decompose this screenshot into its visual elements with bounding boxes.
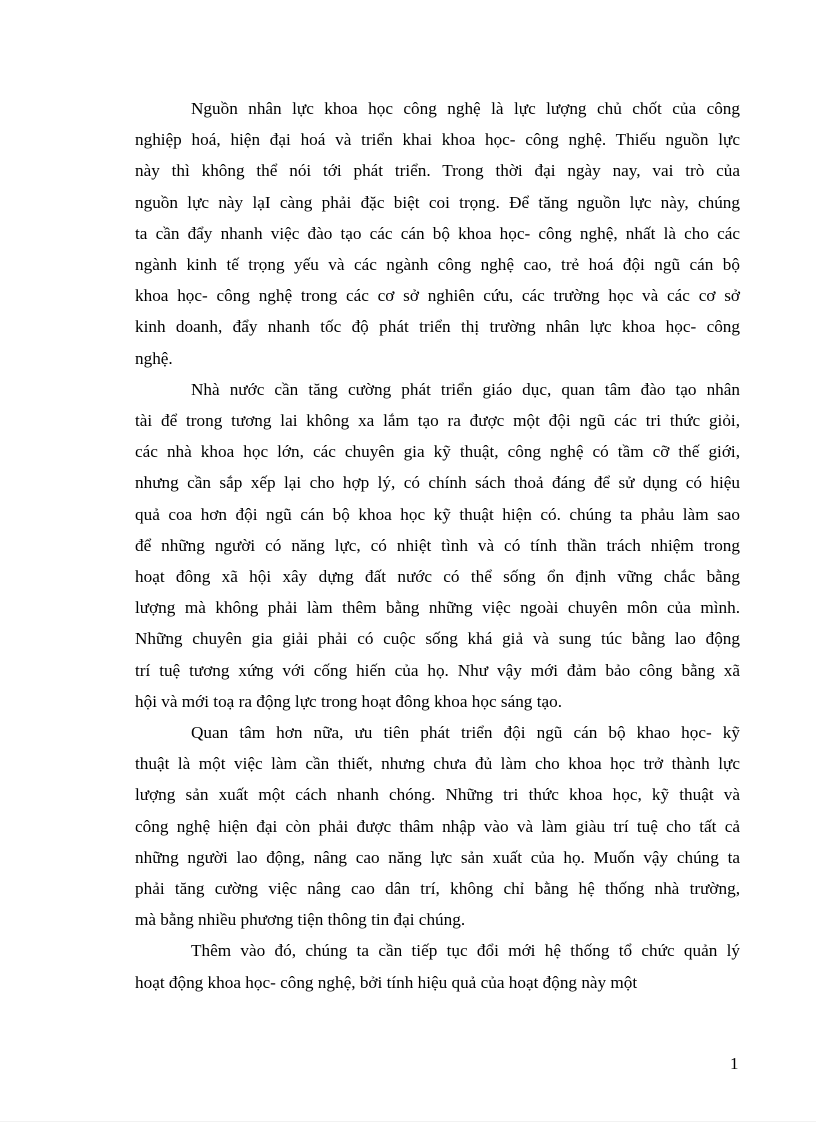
text-line: lượng mà không phải làm thêm bằng những việc ngoài chuyên môn của mình. bbox=[135, 598, 740, 618]
text-line: những người lao động, nâng cao năng lực sản xuất của họ. Muốn vậy chúng ta bbox=[135, 847, 740, 867]
paragraph bbox=[135, 935, 740, 997]
text-line: thuật là một việc làm cần thiết, nhưng chưa đủ làm cho khoa học trở thành lực bbox=[135, 754, 740, 774]
text-line: lượng sản xuất một cách nhanh chóng. Những tri thức khoa học, kỹ thuật và bbox=[135, 785, 740, 805]
page-edge bbox=[0, 1121, 816, 1122]
text-line: ta cần đẩy nhanh việc đào tạo các cán bộ khoa học- công nghệ, nhất là cho các bbox=[135, 223, 740, 243]
text-line: nhưng cần sắp xếp lại cho hợp lý, có chính sách thoả đáng để sử dụng có hiệu bbox=[135, 473, 740, 493]
text-line: Những chuyên gia giải phải có cuộc sống khá giả và sung túc bằng lao động bbox=[135, 629, 740, 649]
text-line: Thêm vào đó, chúng ta cần tiếp tục đổi mới hệ thống tổ chức quản lý bbox=[191, 941, 740, 961]
text-line: các nhà khoa học lớn, các chuyên gia kỹ thuật, công nghệ có tầm cỡ thế giới, bbox=[135, 442, 740, 462]
text-line: nghiệp hoá, hiện đại hoá và triển khai khoa học- công nghệ. Thiếu nguồn lực bbox=[135, 130, 740, 150]
text-line: Nguồn nhân lực khoa học công nghệ là lực lượng chủ chốt của công bbox=[191, 99, 740, 118]
paragraph bbox=[135, 717, 740, 935]
text-line: tài để trong tương lai không xa lắm tạo ra được một đội ngũ các tri thức giỏi, bbox=[135, 411, 740, 431]
text-line: mà bằng nhiều phương tiện thông tin đại chúng. bbox=[135, 910, 466, 930]
text-line: quả coa hơn đội ngũ cán bộ khoa học kỹ thuật hiện có. chúng ta phảu làm sao bbox=[135, 504, 740, 524]
text-line: Nhà nước cần tăng cường phát triển giáo dục, quan tâm đào tạo nhân bbox=[191, 379, 740, 399]
text-line: công nghệ hiện đại còn phải được thâm nhập vào và làm giàu trí tuệ cho tất cả bbox=[135, 816, 740, 836]
text-line: trí tuệ tương xứng với cống hiến của họ. Như vậy mới đảm bảo công bằng xã bbox=[135, 660, 740, 680]
text-line: ngành kinh tế trọng yếu và các ngành công nghệ cao, trẻ hoá đội ngũ cán bộ bbox=[135, 255, 740, 275]
text-line: nghệ. bbox=[135, 348, 173, 368]
text-line: Quan tâm hơn nữa, ưu tiên phát triển đội ngũ cán bộ khao học- kỹ bbox=[191, 723, 740, 743]
paragraph bbox=[135, 374, 740, 717]
page-number: 1 bbox=[730, 1054, 739, 1073]
text-line: nguồn lực này lạI càng phải đặc biệt coi trọng. Để tăng nguồn lực này, chúng bbox=[135, 192, 740, 212]
text-line: phải tăng cường việc nâng cao dân trí, không chỉ bằng hệ thống nhà trường, bbox=[135, 879, 740, 899]
text-line: hoạt động khoa học- công nghệ, bởi tính hiệu quả của hoạt động này một bbox=[135, 972, 638, 992]
text-line: hoạt đông xã hội xây dựng đất nước có thể sống ổn định vững chắc bằng bbox=[135, 567, 740, 587]
paragraph bbox=[135, 93, 740, 374]
body-text bbox=[135, 93, 740, 998]
text-line: để những người có năng lực, có nhiệt tình và có tính thần trách nhiệm trong bbox=[135, 535, 740, 555]
text-line: khoa học- công nghệ trong các cơ sở nghiên cứu, các trường học và các cơ sở bbox=[135, 286, 740, 306]
text-line: này thì không thể nói tới phát triển. Trong thời đại ngày nay, vai trò của bbox=[135, 161, 740, 181]
text-line: hội và mới toạ ra động lực trong hoạt đông khoa học sáng tạo. bbox=[135, 691, 562, 711]
text-line: kinh doanh, đẩy nhanh tốc độ phát triển thị trường nhân lực khoa học- công bbox=[135, 317, 740, 337]
